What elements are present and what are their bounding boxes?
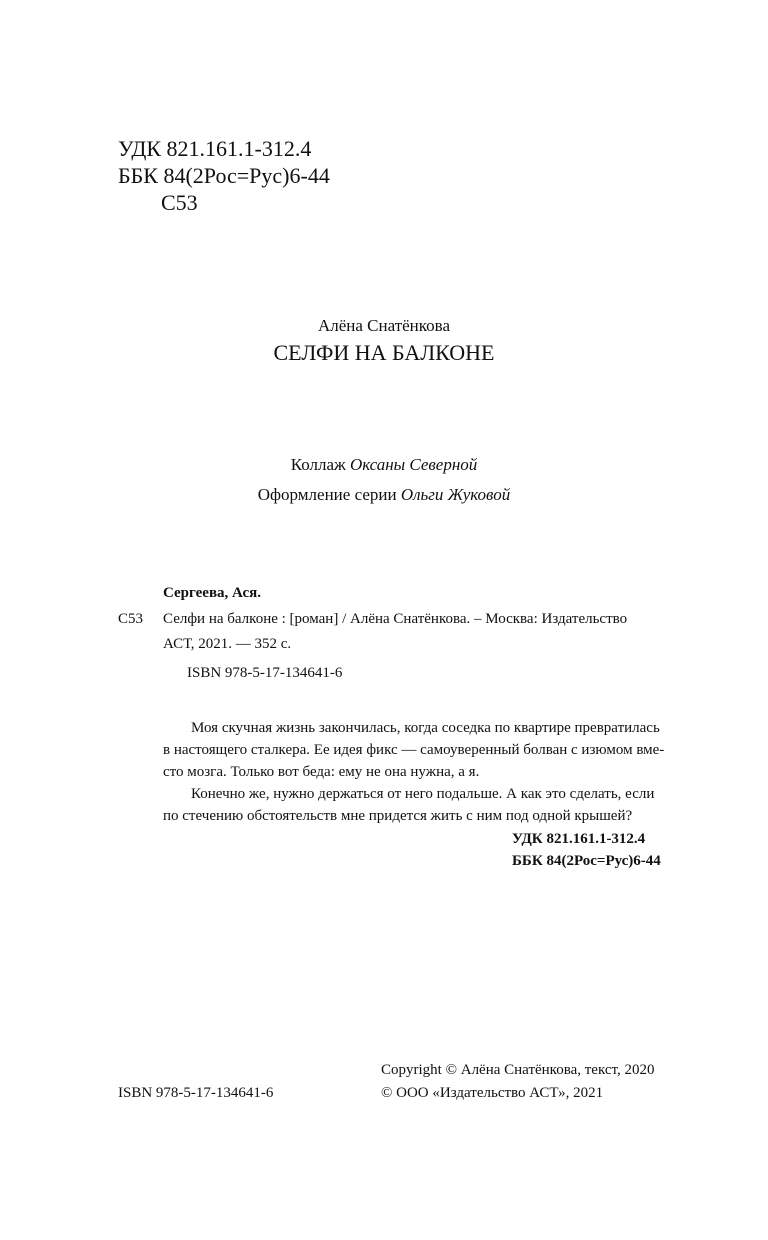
annotation-line: Моя скучная жизнь закончилась, когда соседка по квартире превратилась [191,720,660,736]
annotation-line: по стечению обстоятельств мне придется жить с ним под одной крышей? [163,808,633,824]
bbk-value: 84(2Рос=Рус)6-44 [163,163,330,188]
book-author: Алёна Снатёнкова [317,316,451,335]
credit-series [0,485,768,505]
annotation-line: Конечно же, нужно держаться от него подальше. А как это сделать, если [191,786,655,802]
credit-collage [0,455,768,475]
collage-name: Оксаны Северной [350,455,478,474]
udk-bottom: УДК 821.161.1-312.4 [512,831,646,847]
bbk-bottom: ББК 84(2Рос=Рус)6-44 [512,853,661,869]
copyright-author: Copyright © Алёна Снатёнкова, текст, 2020 [381,1062,655,1078]
udk-label: УДК [118,136,162,161]
catalog-isbn: ISBN 978-5-17-134641-6 [187,665,343,681]
catalog-mark: С53 [118,611,144,627]
bbk-label: ББК [118,163,158,188]
catalog-heading: Сергеева, Ася. [163,585,262,601]
udk-top [118,136,311,162]
catalog-line-2: АСТ, 2021. — 352 с. [163,636,292,652]
series-name: Ольги Жуковой [400,485,511,504]
annotation-line: сто мозга. Только вот беда: ему не она нужна, а я. [163,764,480,780]
footer-isbn: ISBN 978-5-17-134641-6 [118,1085,274,1101]
copyright-publisher: © ООО «Издательство АСТ», 2021 [381,1085,604,1101]
annotation-line: в настоящего сталкера. Ее идея фикс — самоуверенный болван с изюмом вме- [163,742,665,758]
catalog-line-1: Селфи на балконе : [роман] / Алёна Снатёнкова. – Москва: Издательство [163,611,628,627]
collage-prefix: Коллаж [290,455,346,474]
udk-value: 821.161.1-312.4 [166,136,312,161]
book-title: СЕЛФИ НА БАЛКОНЕ [273,340,495,365]
bbk-top [118,163,330,189]
series-prefix: Оформление серии [257,485,397,504]
author-mark-top: С53 [161,190,198,215]
annotation [163,717,664,827]
